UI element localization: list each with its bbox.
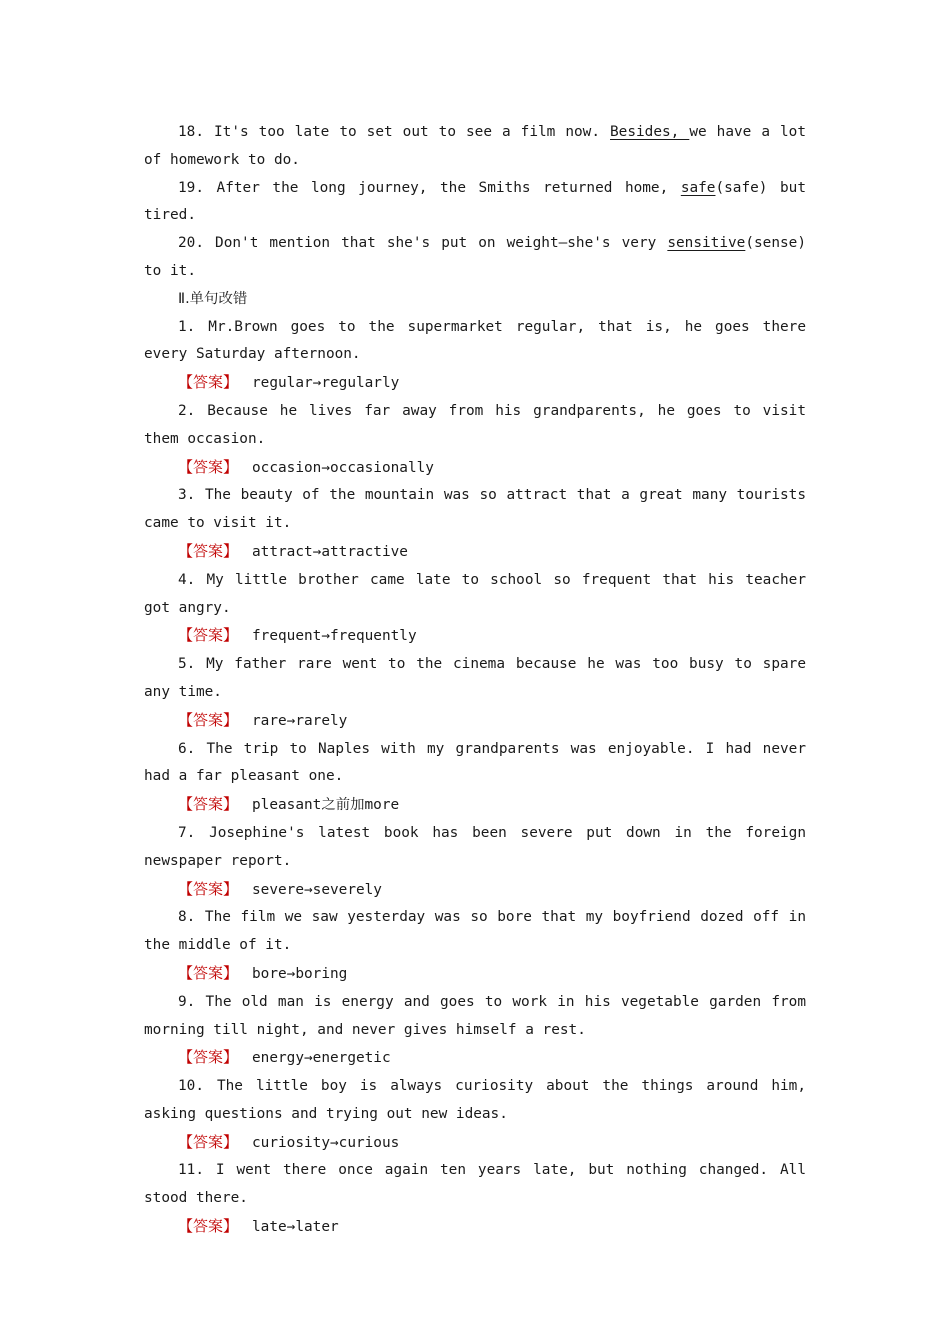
answer-tag: 【答案】 (178, 626, 239, 645)
answer-4 (144, 622, 806, 651)
fill-item-18 (144, 119, 806, 175)
question-10: 10. The little boy is always curiosity about the things around him, asking questions and trying out new ideas. (144, 1078, 806, 1122)
answer-2 (144, 454, 806, 483)
question-3: 3. The beauty of the mountain was so attract that a great many tourists came to visit it. (144, 487, 806, 532)
fill-item-answer: safe (680, 179, 716, 196)
answer-10 (144, 1129, 806, 1158)
answer-7 (144, 876, 806, 905)
answer-tag: 【答案】 (178, 457, 239, 476)
answer-tag: 【答案】 (178, 963, 239, 982)
question-11: 11. I went there once again ten years late, but nothing changed. All stood there. (144, 1162, 806, 1207)
answer-text: late→later (252, 1219, 339, 1236)
answer-text: attract→attractive (252, 543, 408, 560)
answer-text: severe→severely (252, 881, 382, 898)
answer-9 (144, 1044, 806, 1073)
answer-5 (144, 707, 806, 736)
answer-tag: 【答案】 (178, 1132, 239, 1151)
answer-tag: 【答案】 (178, 1048, 239, 1067)
answer-1 (144, 369, 806, 398)
answer-text: regular→regularly (252, 375, 400, 392)
answer-tag: 【答案】 (178, 795, 239, 814)
fill-item-text: we have a lot of homework to do. (144, 124, 806, 168)
answer-tag: 【答案】 (178, 541, 239, 560)
document-page (144, 119, 806, 1242)
answer-3 (144, 538, 806, 567)
answer-text: energy→energetic (252, 1050, 391, 1067)
question-9: 9. The old man is energy and goes to work in his vegetable garden from morning till night, and never gives himself a rest. (144, 993, 806, 1038)
answer-tag: 【答案】 (178, 1217, 239, 1236)
answer-11 (144, 1213, 806, 1242)
answer-tag: 【答案】 (178, 879, 239, 898)
section-title: Ⅱ.单句改错 (178, 290, 248, 307)
answer-text: occasion→occasionally (252, 459, 434, 476)
answer-6 (144, 791, 806, 820)
question-1: 1. Mr.Brown goes to the supermarket regular, that is, he goes there every Saturday afternoon. (144, 318, 806, 363)
answer-text: frequent→frequently (252, 628, 417, 645)
fill-item-text: (safe) but tired. (144, 179, 806, 224)
fill-item-19 (144, 175, 806, 231)
answer-8 (144, 960, 806, 989)
fill-item-20 (144, 230, 806, 286)
answer-tag: 【答案】 (178, 373, 239, 392)
answer-text: curiosity→curious (252, 1134, 400, 1151)
question-6: 6. The trip to Naples with my grandparents was enjoyable. I had never had a far pleasant one. (144, 740, 806, 785)
answer-text: rare→rarely (252, 712, 348, 729)
question-5: 5. My father rare went to the cinema because he was too busy to spare any time. (144, 656, 806, 700)
fill-item-text: 19. After the long journey, the Smiths returned home, (178, 179, 681, 196)
answer-text: pleasant之前加more (252, 797, 400, 814)
fill-item-answer: Besides, (610, 124, 690, 140)
fill-item-text: 20. Don't mention that she's put on weight—she's very (178, 235, 668, 252)
question-7: 7. Josephine's latest book has been severe put down in the foreign newspaper report. (144, 824, 806, 869)
answer-text: bore→boring (252, 965, 348, 982)
question-2: 2. Because he lives far away from his grandparents, he goes to visit them occasion. (144, 402, 806, 447)
fill-item-answer: sensitive (667, 235, 746, 252)
question-4: 4. My little brother came late to school so frequent that his teacher got angry. (144, 571, 806, 616)
answer-tag: 【答案】 (178, 710, 239, 729)
fill-item-text: 18. It's too late to set out to see a film now. (178, 124, 610, 140)
question-8: 8. The film we saw yesterday was so bore that my boyfriend dozed off in the middle of it. (144, 909, 806, 954)
fill-item-text: (sense) to it. (144, 235, 806, 279)
